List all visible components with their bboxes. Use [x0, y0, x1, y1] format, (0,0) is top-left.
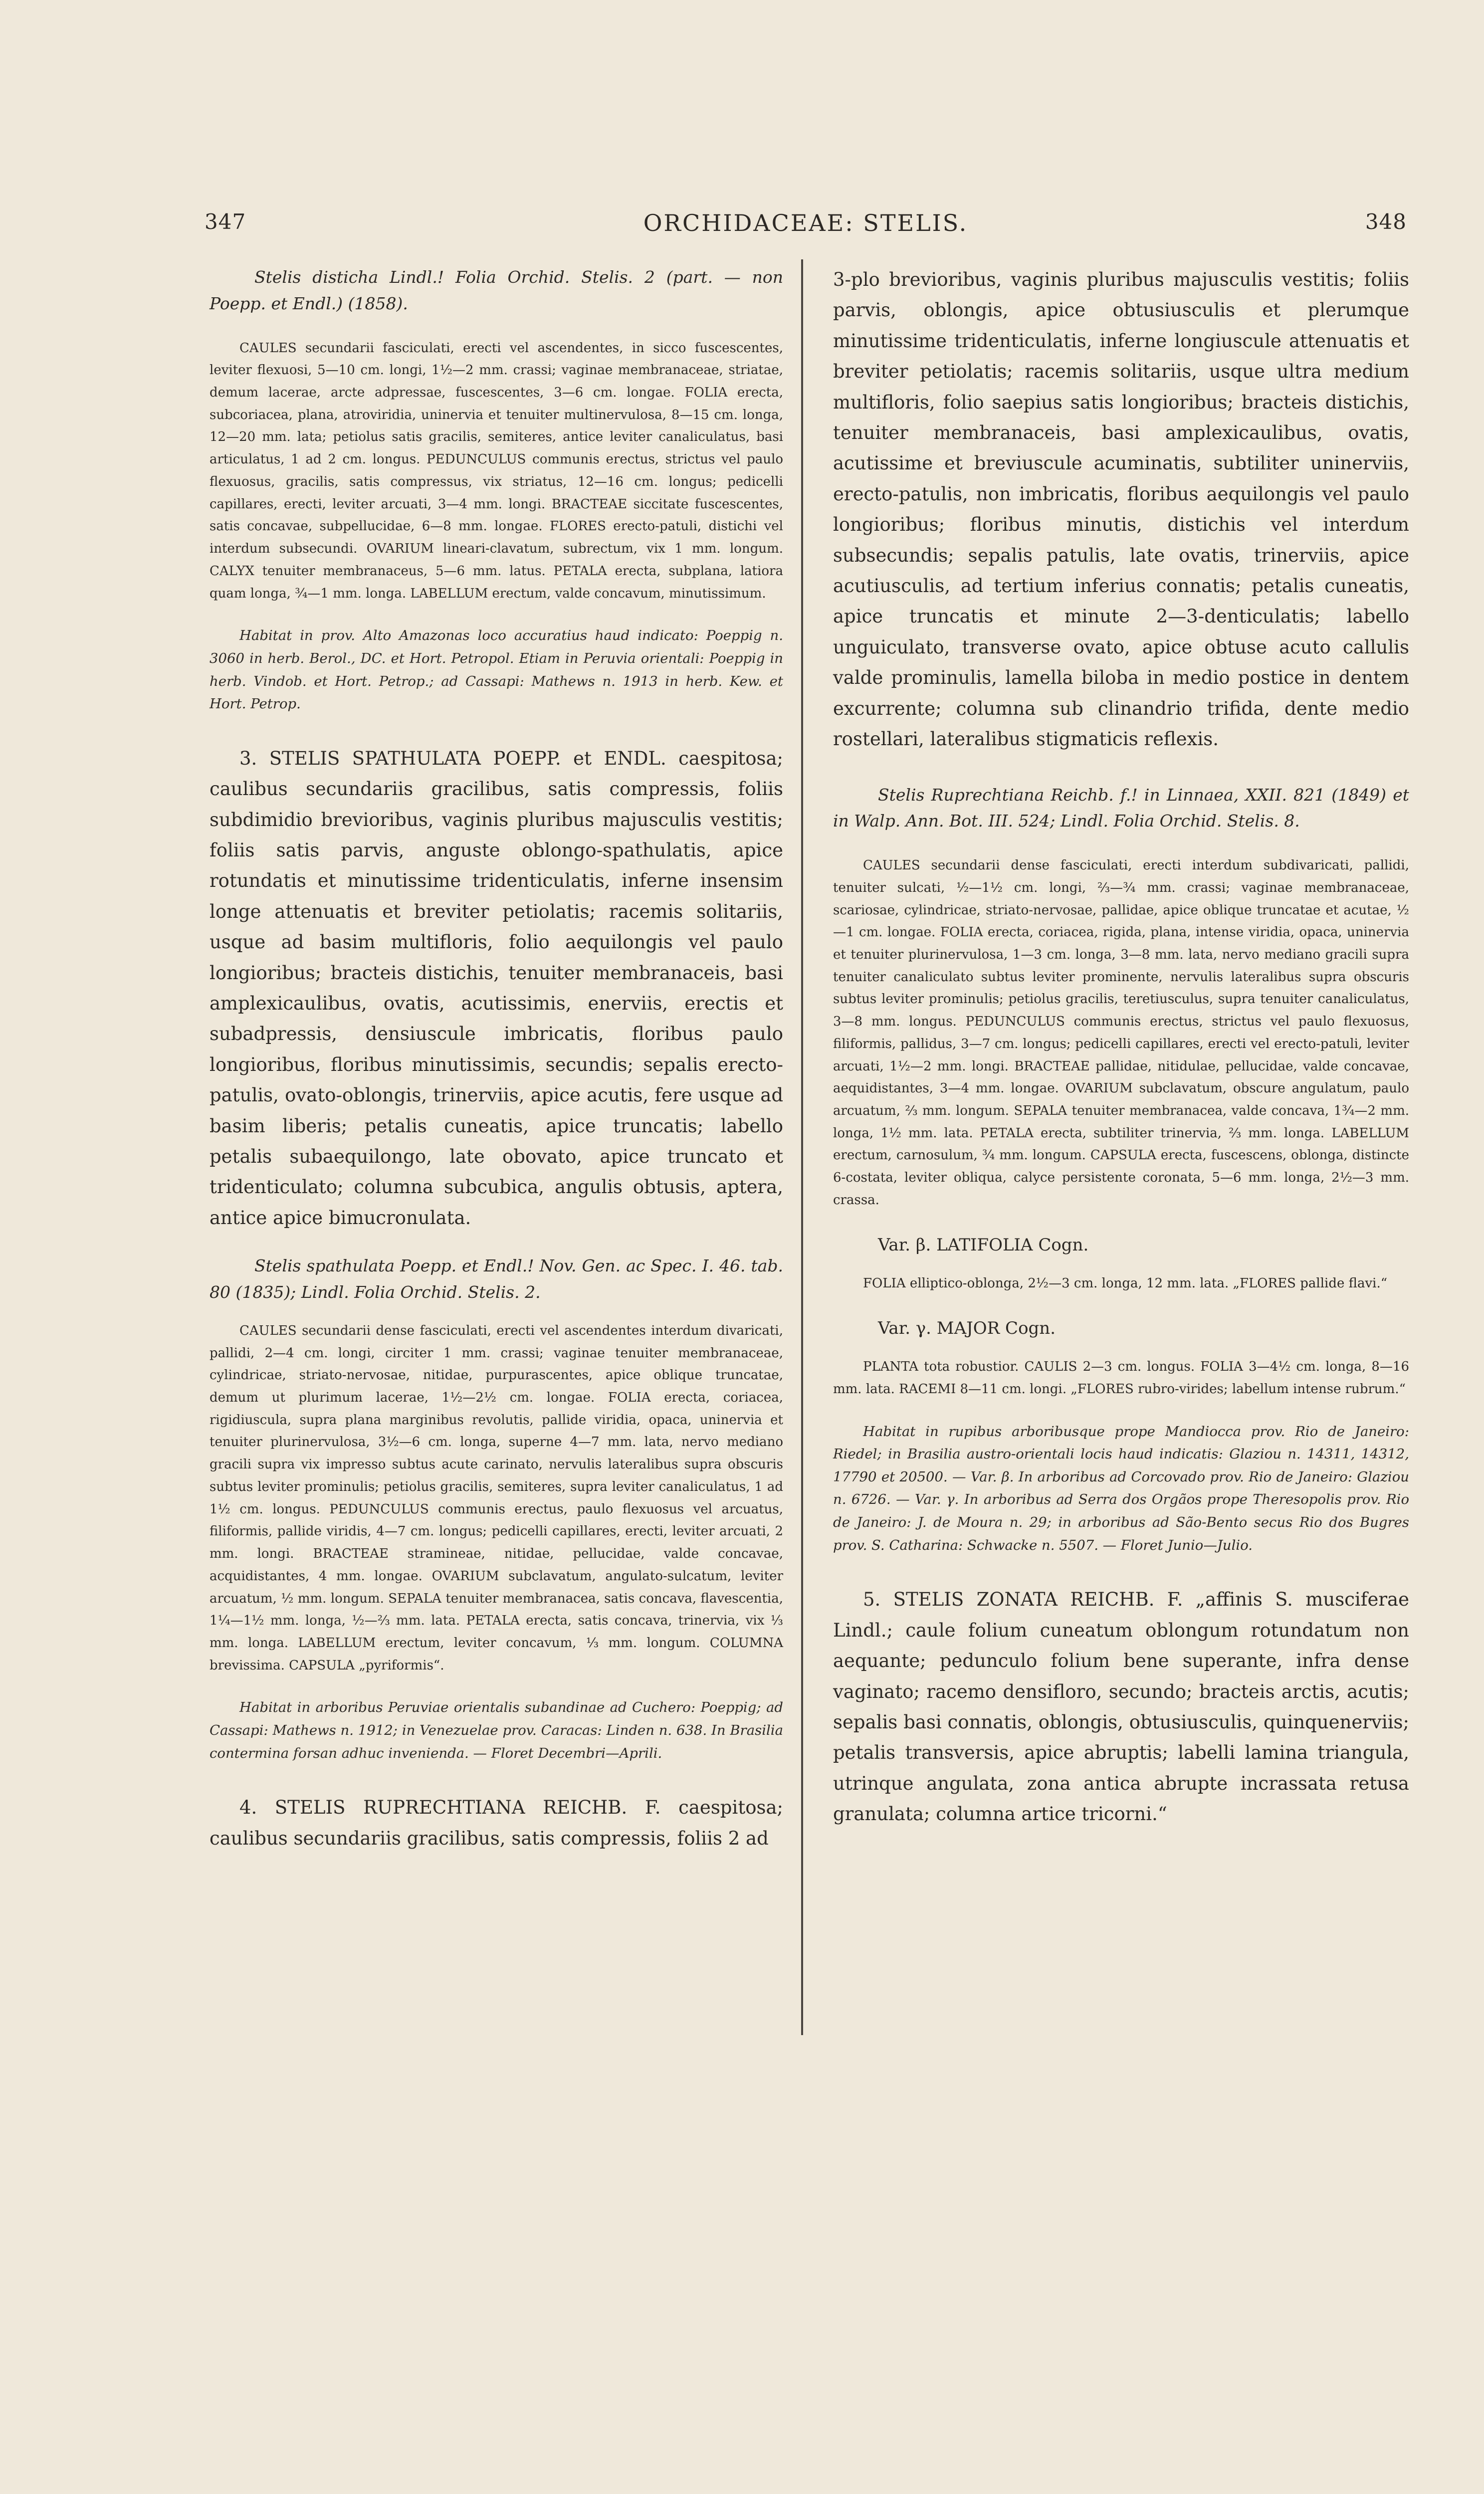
variety-major-title: Var. γ. MAJOR Cogn. — [878, 1318, 1056, 1338]
variety-latifolia-description: FOLIA elliptico-oblonga, 2½—3 cm. longa, 12 mm. lata. „FLORES pallide flavi.“ — [863, 1275, 1388, 1291]
species-5-zonata: 5. STELIS ZONATA REICHB. F. „affinis S. musciferae Lindl.; caule folium cuneatum oblongum rotundatum non aequante; pedunculo folium bene superante, infra dense vaginato; racemo densifloro, secundo; bracteis arctis, acutis; sepalis basi connatis, oblongis, obtusiusculis, quinquenerviis; petalis transversis, apice abruptis; labelli lamina triangula, utrinque angulata, zona antica abrupte incrassata retusa granulata; columna artice tricorni.“ — [833, 1589, 1409, 1825]
variety-major-description: PLANTA tota robustior. CAULIS 2—3 cm. longus. FOLIA 3—4½ cm. longa, 8—16 mm. lata. RACEMI 8—11 cm. longi. „FLORES rubro-virides; labellum intense rubrum.“ — [833, 1359, 1409, 1397]
running-title: ORCHIDACEAE: STELIS. — [643, 209, 968, 236]
description-stelis-ruprechtiana: CAULES secundarii dense fasciculati, erecti interdum subdivaricati, pallidi, tenuiter sulcati, ½—1½ cm. longi, ⅔—¾ mm. crassi; vaginae membranaceae, scariosae, cylindricae, striato-nervosae, pallidae, apice oblique truncatae et acutae, ½—1 cm. longae. FOLIA erecta, coriacea, rigida, plana, intense viridia, opaca, uninervia et tenuiter plurinervulosa, 1—3 cm. longa, 3—8 mm. lata, nervo mediano gracili supra tenuiter canaliculato subtus leviter prominente, nervulis lateralibus supra obscuris subtus leviter prominulis; petiolus gracilis, teretiusculus, supra tenuiter canaliculatus, 3—8 mm. longus. PEDUNCULUS communis erectus, strictus vel paulo flexuosus, filiformis, pallidus, 3—7 cm. longus; pedicelli capillares, erecti vel erecto-patuli, leviter arcuati, 1½—2 mm. longi. BRACTEAE pallidae, nitidulae, pellucidae, valde concavae, aequidistantes, 3—4 mm. longae. OVARIUM subclavatum, obscure angulatum, paulo arcuatum, ⅔ mm. longum. SEPALA tenuiter membranacea, valde concava, 1¾—2 mm. longa, 1½ mm. lata. PETALA erecta, subtiliter trinervia, ⅔ mm. longa. LABELLUM erectum, carnosulum, ¾ mm. longum. CAPSULA erecta, fuscescens, oblonga, distincte 6-costata, leviter obliqua, calyce persistente coronata, 5—6 mm. longa, 2½—3 mm. crassa. — [833, 858, 1409, 1208]
description-stelis-spathulata: CAULES secundarii dense fasciculati, erecti vel ascendentes interdum divaricati, pallidi, 2—4 cm. longi, circiter 1 mm. crassi; vaginae tenuiter membranaceae, cylindricae, striato-nervosae, nitidae, purpurascentes, apice oblique truncatae, demum ut plurimum lacerae, 1½—2½ cm. longae. FOLIA erecta, coriacea, rigidiuscula, supra plana marginibus revolutis, pallide viridia, opaca, uninervia et tenuiter plurinervulosa, 3½—6 cm. longa, superne 4—7 mm. lata, nervo mediano gracili supra vix impresso subtus acute carinato, nervulis lateralibus supra obscuris subtus leviter prominulis; petiolus gracilis, semiteres, supra leviter canaliculatus, 1 ad 1½ cm. longus. PEDUNCULUS communis erectus, paulo flexuosus vel arcuatus, filiformis, pallide viridis, 4—7 cm. longus; pedicelli capillares, erecti, leviter arcuati, 2 mm. longi. BRACTEAE stramineae, nitidae, pellucidae, valde concavae, acquidistantes, 4 mm. longae. OVARIUM subclavatum, angulato-sulcatum, leviter arcuatum, ½ mm. longum. SEPALA tenuiter membranacea, satis concava, flavescentia, 1¼—1½ mm. longa, ½—⅔ mm. lata. PETALA erecta, satis concava, trinervia, vix ⅓ mm. longa. LABELLUM erectum, leviter concavum, ⅓ mm. longum. COLUMNA brevissima. CAPSULA „pyriformis“. — [210, 1323, 783, 1673]
description-stelis-disticha: CAULES secundarii fasciculati, erecti vel ascendentes, in sicco fuscescentes, leviter flexuosi, 5—10 cm. longi, 1½—2 mm. crassi; vaginae membranaceae, striatae, demum lacerae, arcte adpressae, fuscescentes, 3—6 cm. longae. FOLIA erecta, subcoriacea, plana, atroviridia, uninervia et tenuiter multinervulosa, 8—15 cm. longa, 12—20 mm. lata; petiolus satis gracilis, semiteres, antice leviter canaliculatus, basi articulatus, 1 ad 2 cm. longus. PEDUNCULUS communis erectus, strictus vel paulo flexuosus, gracilis, satis compressus, vix striatus, 12—16 cm. longus; pedicelli capillares, erecti, leviter arcuati, 3—4 mm. longi. BRACTEAE siccitate fuscescentes, satis concavae, subpellucidae, 6—8 mm. longae. FLORES erecto-patuli, distichi vel interdum subsecundi. OVARIUM lineari-clavatum, subrectum, vix 1 mm. longum. CALYX tenuiter membranaceus, 5—6 mm. latus. PETALA erecta, subplana, latiora quam longa, ¾—1 mm. longa. LABELLUM erectum, valde concavum, minutissimum. — [210, 340, 783, 601]
reference-stelis-ruprechtiana: Stelis Ruprechtiana Reichb. f.! in Linnaea, XXII. 821 (1849) et in Walp. Ann. Bot. III. 524; Lindl. Folia Orchid. Stelis. 8. — [833, 785, 1409, 831]
variety-latifolia-title: Var. β. LATIFOLIA Cogn. — [878, 1235, 1089, 1255]
right-column — [833, 264, 1409, 1830]
page-number-left: 347 — [205, 209, 246, 234]
species-3-spathulata: 3. STELIS SPATHULATA POEPP. et ENDL. caespitosa; caulibus secundariis gracilibus, satis compressis, foliis subdimidio brevioribus, vaginis pluribus majusculis vestitis; foliis satis parvis, anguste oblongo-spathulatis, apice rotundatis et minutissime tridenticulatis, inferne insensim longe attenuatis et breviter petiolatis; racemis solitariis, usque ad basim multifloris, folio aequilongis vel paulo longioribus; bracteis distichis, tenuiter membranaceis, basi amplexicaulibus, ovatis, acutissimis, enerviis, erectis et subadpressis, densiuscule imbricatis, floribus paulo longioribus, floribus minutissimis, secundis; sepalis erecto-patulis, ovato-oblongis, trinerviis, apice acutis, fere usque ad basim liberis; petalis cuneatis, apice truncatis; labello petalis subaequilongo, late obovato, apice truncato et tridenticulato; columna subcubica, angulis obtusis, aptera, antice apice bimucronulata. — [210, 747, 783, 1229]
habitat-stelis-disticha: Habitat in prov. Alto Amazonas loco accuratius haud indicato: Poeppig n. 3060 in herb. Berol., DC. et Hort. Petropol. Etiam in Peruvia orientali: Poeppig in herb. Vindob. et Hort. Petrop.; ad Cassapi: Mathews n. 1913 in herb. Kew. et Hort. Petrop. — [210, 627, 783, 712]
habitat-stelis-ruprechtiana: Habitat in rupibus arboribusque prope Mandiocca prov. Rio de Janeiro: Riedel; in Brasilia austro-orientali locis haud indicatis: Glaziou n. 14311, 14312, 17790 et 20500. — Var. β. In arboribus ad Corcovado prov. Rio de Janeiro: Glaziou n. 6726. — Var. γ. In arboribus ad Serra dos Orgãos prope Theresopolis prov. Rio de Janeiro: J. de Moura n. 29; in arboribus ad São-Bento secus Rio dos Bugres prov. S. Catharina: Schwacke n. 5507. — Floret Junio—Julio. — [833, 1423, 1409, 1553]
species-4-ruprechtiana: 4. STELIS RUPRECHTIANA REICHB. F. caespitosa; caulibus secundariis gracilibus, satis compressis, foliis 2 ad — [210, 1797, 783, 1849]
page-number-right: 348 — [1365, 209, 1407, 234]
running-header — [205, 209, 1407, 244]
left-column — [210, 264, 783, 1854]
reference-stelis-disticha: Stelis disticha Lindl.! Folia Orchid. Stelis. 2 (part. — non Poepp. et Endl.) (1858). — [210, 267, 783, 313]
habitat-stelis-spathulata: Habitat in arboribus Peruviae orientalis subandinae ad Cuchero: Poeppig; ad Cassapi: Mathews n. 1912; in Venezuelae prov. Caracas: Linden n. 638. In Brasilia contermina forsan adhuc invenienda. — Floret Decembri—Aprili. — [210, 1699, 783, 1761]
column-divider — [801, 259, 803, 2035]
continuation-ruprechtiana: 3-plo brevioribus, vaginis pluribus majusculis vestitis; foliis parvis, oblongis, apice obtusiusculis et plerumque minutissime tridenticulatis, inferne longiuscule attenuatis et breviter petiolatis; racemis solitariis, usque ultra medium multifloris, folio saepius satis longioribus; bracteis distichis, tenuiter membranaceis, basi amplexicaulibus, ovatis, acutissime et breviuscule acuminatis, subtiliter uninerviis, erecto-patulis, non imbricatis, floribus aequilongis vel paulo longioribus; floribus minutis, distichis vel interdum subsecundis; sepalis patulis, late ovatis, trinerviis, apice acutiusculis, ad tertium inferius connatis; petalis cuneatis, apice truncatis et minute 2—3-denticulatis; labello unguiculato, transverse ovato, apice obtuse acuto callulis valde prominulis, lamella biloba in medio postice in dentem excurrente; columna sub clinandrio trifida, dente medio rostellari, lateralibus stigmaticis reflexis. — [833, 269, 1409, 750]
reference-stelis-spathulata: Stelis spathulata Poepp. et Endl.! Nov. Gen. ac Spec. I. 46. tab. 80 (1835); Lindl. Folia Orchid. Stelis. 2. — [210, 1256, 783, 1302]
